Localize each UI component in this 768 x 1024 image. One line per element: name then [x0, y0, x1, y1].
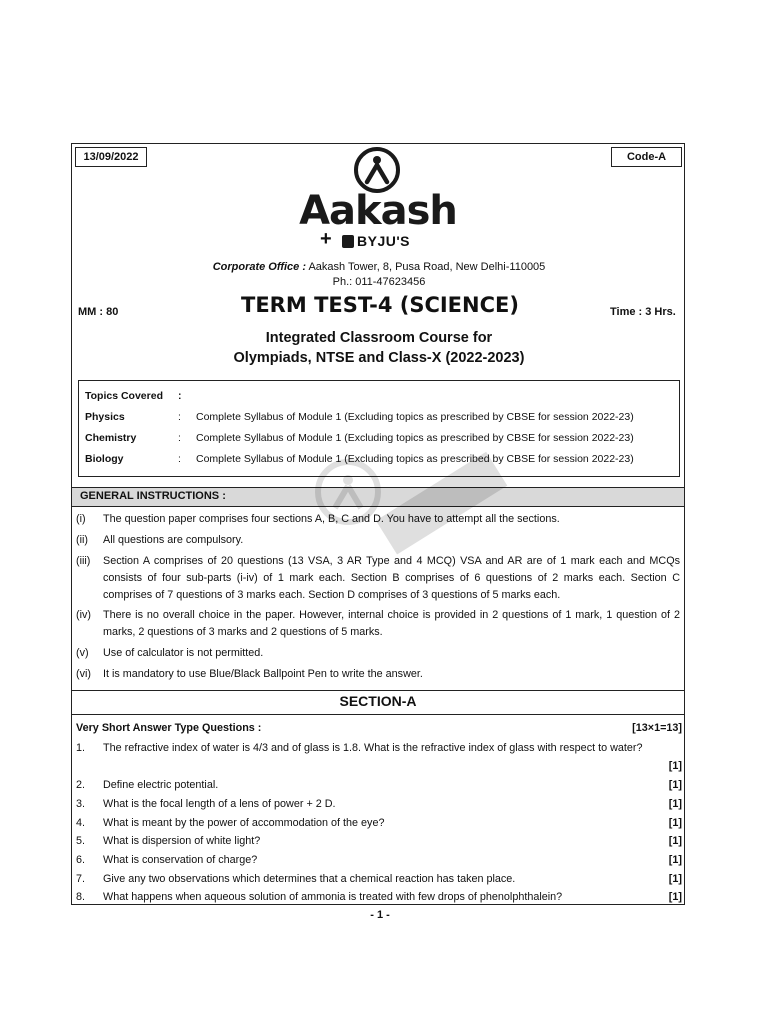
question-number: 4. — [76, 817, 86, 829]
topic-subject: Chemistry — [85, 432, 137, 444]
topic-subject: Physics — [85, 411, 125, 423]
section-title: SECTION-A — [339, 693, 417, 709]
question-text: What is dispersion of white light? — [103, 835, 261, 847]
question-marks: [1] — [668, 891, 682, 903]
topic-colon: : — [178, 432, 181, 444]
instruction-number: (iv) — [76, 609, 91, 621]
instruction-text: There is no overall choice in the paper. However, internal choice is provided in 2 questions of 1 mark, 1 question of 2 marks, 2 questions of 3 marks and 2 questions of 5 marks. — [103, 609, 680, 638]
question-number: 6. — [76, 854, 86, 866]
question-marks: [1] — [668, 835, 682, 847]
question-number: 3. — [76, 798, 86, 810]
question-text: What is conservation of charge? — [103, 854, 258, 866]
office-address: Aakash Tower, 8, Pusa Road, New Delhi-110005 — [308, 261, 546, 273]
instruction-number: (v) — [76, 647, 89, 659]
code-box — [611, 147, 682, 167]
topic-value: Complete Syllabus of Module 1 (Excluding topics as prescribed by CBSE for session 2022-23) — [196, 432, 634, 444]
section-divider-bottom — [72, 714, 684, 715]
topic-value: Complete Syllabus of Module 1 (Excluding topics as prescribed by CBSE for session 2022-23) — [196, 453, 634, 465]
topic-subject: Biology — [85, 453, 124, 465]
section-subheading: Very Short Answer Type Questions : — [76, 722, 262, 734]
instruction-text: All questions are compulsory. — [103, 534, 244, 546]
instruction-text: The question paper comprises four sections A, B, C and D. You have to attempt all the sections. — [103, 513, 560, 525]
phone-line: Ph.: 011-47623456 — [332, 276, 426, 288]
section-subheading-row — [76, 720, 682, 736]
time-allowed: Time : 3 Hrs. — [610, 306, 676, 318]
brand-wordmark: Aakash — [299, 188, 457, 234]
question-marks: [1] — [668, 760, 682, 772]
code-text: Code-A — [626, 151, 667, 163]
question-item — [76, 815, 682, 831]
instruction-item — [76, 607, 680, 641]
section-divider-top — [72, 690, 684, 691]
question-text: The refractive index of water is 4/3 and of glass is 1.8. What is the refractive index of glass with respect to water? — [103, 742, 643, 754]
byjus-mark-icon — [342, 235, 354, 248]
question-number: 2. — [76, 779, 86, 791]
course-line-1: Integrated Classroom Course for — [265, 330, 493, 346]
instruction-item — [76, 666, 680, 683]
question-marks: [1] — [668, 854, 682, 866]
question-marks: [1] — [668, 817, 682, 829]
instruction-text: It is mandatory to use Blue/Black Ballpoint Pen to write the answer. — [103, 668, 423, 680]
topic-row-physics — [85, 411, 673, 427]
topic-colon: : — [178, 411, 181, 423]
question-marks: [1] — [668, 873, 682, 885]
instruction-text: Section A comprises of 20 questions (13 VSA, 3 AR Type and 4 MCQ) VSA and AR are of 1 mark each and MCQs consists of four sub-parts (i-iv) of 1 mark each. Section B comprises of 6 questions of 2 marks each. Section C comprises of 7 questions of 3 marks each. Section D comprises of 3 questions of 5 marks each. — [103, 555, 680, 601]
question-marks: [1] — [668, 798, 682, 810]
question-number: 7. — [76, 873, 86, 885]
question-item — [76, 796, 682, 812]
question-item — [76, 889, 682, 905]
plus-icon: + — [320, 228, 332, 250]
topics-heading-row — [85, 390, 673, 406]
topics-heading: Topics Covered — [85, 390, 163, 402]
instructions-heading: GENERAL INSTRUCTIONS : — [72, 487, 684, 507]
question-text: Give any two observations which determines that a chemical reaction has taken place. — [103, 873, 516, 885]
instruction-number: (ii) — [76, 534, 88, 546]
date-text: 13/09/2022 — [83, 151, 139, 163]
question-text: What is meant by the power of accommodation of the eye? — [103, 817, 385, 829]
page-number: - 1 - — [370, 909, 390, 921]
date-box — [75, 147, 147, 167]
instruction-number: (i) — [76, 513, 86, 525]
question-item — [76, 740, 682, 774]
question-item — [76, 777, 682, 793]
page-title: TERM TEST-4 (SCIENCE) — [241, 293, 519, 317]
section-subheading-marks: [13×1=13] — [632, 722, 682, 734]
instruction-item — [76, 645, 680, 662]
topics-heading-colon: : — [178, 390, 182, 402]
instruction-text: Use of calculator is not permitted. — [103, 647, 264, 659]
max-marks: MM : 80 — [78, 306, 119, 318]
question-number: 5. — [76, 835, 86, 847]
question-item — [76, 833, 682, 849]
topic-value: Complete Syllabus of Module 1 (Excluding topics as prescribed by CBSE for session 2022-23) — [196, 411, 634, 423]
question-item — [76, 871, 682, 887]
partner-name: BYJU'S — [357, 233, 411, 249]
question-text: What happens when aqueous solution of ammonia is treated with few drops of phenolphthalein? — [103, 891, 563, 903]
question-item — [76, 852, 682, 868]
partner-logo — [320, 228, 430, 252]
instruction-number: (vi) — [76, 668, 91, 680]
question-text: Define electric potential. — [103, 779, 219, 791]
office-label: Corporate Office : — [212, 261, 306, 273]
question-text: What is the focal length of a lens of power + 2 D. — [103, 798, 336, 810]
instruction-number: (iii) — [76, 555, 91, 567]
topic-colon: : — [178, 453, 181, 465]
watermark-logo-icon — [300, 440, 520, 600]
office-line — [100, 261, 658, 273]
course-line-2: Olympiads, NTSE and Class-X (2022-2023) — [233, 350, 525, 366]
question-marks: [1] — [668, 779, 682, 791]
question-number: 8. — [76, 891, 86, 903]
question-number: 1. — [76, 742, 86, 754]
